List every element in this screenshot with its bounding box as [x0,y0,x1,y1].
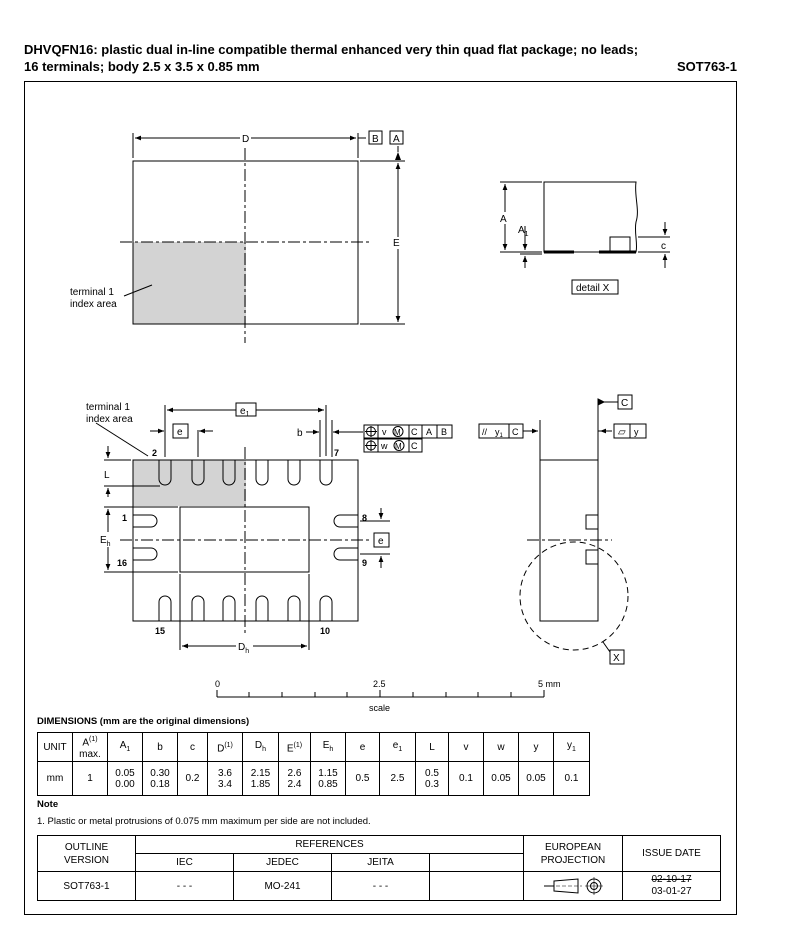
outline-version-value: SOT763-1 [38,872,136,901]
bottom-dim-b: b [297,428,303,439]
top-dim-E: E [393,238,400,249]
datum-B: B [372,134,379,145]
parallel-y1: $y_1$ [495,427,503,439]
dim-header-cell: v [449,733,484,762]
side-datum-C: C [621,398,629,409]
datum-A: A [393,134,400,145]
bottom-dim-e1: $e_1$ [240,406,250,418]
issue-date-old: 02-10-17 [651,874,692,885]
outline-version-header: OUTLINE VERSION [38,836,136,872]
dim-value-cell: 0.5 [346,762,380,796]
ref-blank-header [430,854,524,872]
tol-C2: C [411,441,418,451]
european-projection-header: EUROPEAN PROJECTION [524,836,623,872]
dim-value-cell: 0.30 0.18 [143,762,178,796]
dim-header-cell: w [484,733,519,762]
pin-10: 10 [320,626,331,636]
pin-1: 1 [122,513,128,523]
dim-value-cell: 2.5 [380,762,416,796]
detail-x-circle [520,542,628,650]
detail-x-label: X [613,653,620,664]
references-header: REFERENCES [136,836,524,854]
dim-value-cell: mm [38,762,73,796]
pin-2: 2 [152,448,158,458]
dimensions-table [37,732,590,796]
package-title-line-1: DHVQFN16: plastic dual in-line compatible thermal enhanced very thin quad flat package; no leads; [24,42,639,57]
projection-symbol-icon [538,876,608,896]
dim-header-cell: $A_1$ [108,733,143,762]
bottom-dim-Eh: $E_h$ [100,535,111,548]
flatness-y: y [634,427,639,437]
tol-M1: M [394,428,401,437]
side-dim-e: e [378,536,384,547]
dim-header-cell: UNIT [38,733,73,762]
dimensions-value-row [38,762,590,796]
references-table [37,835,721,901]
bottom-index-label-1: terminal 1 [86,402,130,413]
tol-B: B [441,427,448,437]
tol-A: A [426,427,433,437]
pin-16: 16 [117,558,128,568]
pin-7: 7 [334,448,340,458]
bottom-dim-L: L [104,470,110,481]
dim-value-cell: 1.15 0.85 [311,762,346,796]
pin-15: 15 [155,626,166,636]
dim-header-cell: b [143,733,178,762]
dim-header-cell: $E^{(1)}$ [279,733,311,762]
issue-date-header: ISSUE DATE [623,836,721,872]
dim-value-cell: 2.15 1.85 [243,762,279,796]
iec-value: - - - [136,872,234,901]
dim-header-cell: $y_1$ [554,733,590,762]
top-view [120,131,405,343]
top-index-area [133,242,246,324]
pin-8: 8 [362,513,368,523]
dim-value-cell: 0.1 [554,762,590,796]
detail-x-view [500,182,670,294]
top-dim-D: D [242,134,250,145]
scale-tick-0: 0 [215,679,221,689]
projection-symbol-cell [524,872,623,901]
outline-code: SOT763-1 [677,59,737,74]
detail-dim-A1: $A_1$ [518,225,529,238]
dim-value-cell: 0.5 0.3 [416,762,449,796]
detail-dim-c: c [661,241,666,252]
ref-blank-value [430,872,524,901]
top-index-label-2: index area [70,299,117,310]
dimensions-header-row [38,733,590,762]
bottom-dim-Dh: $D_h$ [238,642,250,655]
dim-value-cell: 1 [73,762,108,796]
dimensions-title: DIMENSIONS (mm are the original dimensions) [37,716,250,727]
top-index-label-1: terminal 1 [70,287,114,298]
parallel-C: C [512,427,519,437]
dim-header-cell: y [519,733,554,762]
scale-bar [217,690,544,697]
dim-header-cell: $D^{(1)}$ [208,733,243,762]
issue-date-value [623,872,721,901]
dim-header-cell: e [346,733,380,762]
dim-value-cell: 0.1 [449,762,484,796]
dim-value-cell: 0.05 0.00 [108,762,143,796]
bottom-index-label-2: index area [86,414,133,425]
tol-C1: C [411,427,418,437]
note-title: Note [37,799,59,810]
parallel-symbol: // [482,427,488,437]
dim-header-cell: c [178,733,208,762]
dim-value-cell: 0.05 [519,762,554,796]
tol-w: w [381,441,388,451]
detail-dim-A: A [500,214,507,225]
dim-header-cell: $e_1$ [380,733,416,762]
jeita-header: JEITA [332,854,430,872]
pin-9: 9 [362,558,368,568]
note-text: 1. Plastic or metal protrusions of 0.075 mm maximum per side are not included. [37,816,371,827]
flatness-symbol: ▱ [618,427,626,438]
jedec-value: MO-241 [234,872,332,901]
jedec-header: JEDEC [234,854,332,872]
dim-value-cell: 0.05 [484,762,519,796]
scale-tick-end: 5 mm [538,679,561,689]
jeita-value: - - - [332,872,430,901]
bottom-index-area [133,460,246,506]
bottom-dim-e: e [177,427,183,438]
detail-x-caption: detail X [576,283,610,294]
dim-header-cell: L [416,733,449,762]
dim-header-cell: $A^{(1)}$ max. [73,733,108,762]
iec-header: IEC [136,854,234,872]
dim-value-cell: 3.6 3.4 [208,762,243,796]
tol-v: v [382,427,387,437]
scale-label: scale [369,703,391,713]
dim-value-cell: 2.6 2.4 [279,762,311,796]
package-title-line-2: 16 terminals; body 2.5 x 3.5 x 0.85 mm [24,59,260,74]
dim-header-cell: $D_h$ [243,733,279,762]
issue-date-new: 03-01-27 [651,886,692,897]
dim-value-cell: 0.2 [178,762,208,796]
tol-M2: M [395,442,402,451]
dim-header-cell: $E_h$ [311,733,346,762]
scale-tick-mid: 2.5 [373,679,386,689]
